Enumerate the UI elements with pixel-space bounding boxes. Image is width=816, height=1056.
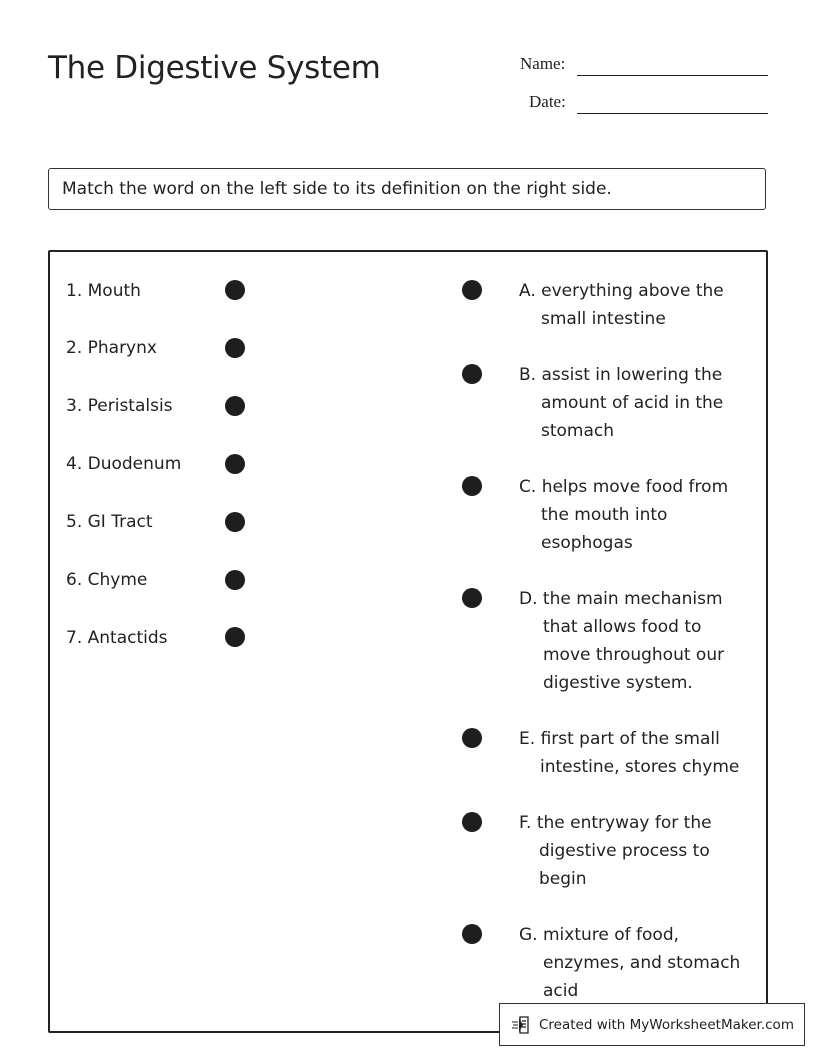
definition-letter: A.: [519, 281, 536, 301]
definition-letter: B.: [519, 365, 537, 385]
definition-item: [519, 921, 740, 1005]
definition-line: amount of acid in the: [541, 393, 724, 413]
definition-letter: C.: [519, 477, 537, 497]
term-item: 6. Chyme: [66, 570, 148, 590]
term-item: 4. Duodenum: [66, 454, 182, 474]
definition-item: [519, 725, 739, 781]
definition-match-dot[interactable]: [462, 728, 482, 748]
created-with-badge[interactable]: [499, 1003, 805, 1046]
definition-line: helps move food from: [541, 477, 729, 497]
term-item: 2. Pharynx: [66, 338, 157, 358]
term-item: 7. Antactids: [66, 628, 168, 648]
definition-line: digestive system.: [543, 673, 693, 693]
definition-letter: D.: [519, 589, 538, 609]
term-match-dot[interactable]: [225, 570, 245, 590]
definition-match-dot[interactable]: [462, 588, 482, 608]
definition-item: [519, 361, 723, 445]
definition-item: [519, 585, 724, 697]
date-line: [577, 113, 768, 114]
name-field[interactable]: [520, 54, 768, 80]
definition-letter: E.: [519, 729, 536, 749]
term-item: 5. GI Tract: [66, 512, 153, 532]
definition-match-dot[interactable]: [462, 476, 482, 496]
term-match-dot[interactable]: [225, 454, 245, 474]
definition-line: assist in lowering the: [541, 365, 723, 385]
term-match-dot[interactable]: [225, 627, 245, 647]
myworksheetmaker-logo-icon: [511, 1014, 533, 1036]
name-label: Name:: [520, 54, 566, 73]
term-match-dot[interactable]: [225, 338, 245, 358]
definition-letter: G.: [519, 925, 538, 945]
date-field[interactable]: [529, 92, 768, 118]
definition-line: intestine, stores chyme: [540, 757, 740, 777]
term-item: 1. Mouth: [66, 281, 141, 301]
definition-line: the mouth into: [541, 505, 668, 525]
definition-line: acid: [543, 981, 579, 1001]
definition-line: the entryway for the: [536, 813, 712, 833]
definition-line: that allows food to: [543, 617, 702, 637]
term-match-dot[interactable]: [225, 512, 245, 532]
definition-match-dot[interactable]: [462, 280, 482, 300]
definition-match-dot[interactable]: [462, 364, 482, 384]
definition-line: stomach: [541, 421, 615, 441]
page-title: The Digestive System: [48, 50, 381, 86]
term-match-dot[interactable]: [225, 280, 245, 300]
credit-text: Created with MyWorksheetMaker.com: [539, 1016, 794, 1033]
instructions-box: Match the word on the left side to its definition on the right side.: [48, 168, 766, 210]
definition-line: everything above the: [541, 281, 724, 301]
definition-line: digestive process to: [539, 841, 710, 861]
definition-line: move throughout our: [543, 645, 725, 665]
definition-match-dot[interactable]: [462, 924, 482, 944]
definition-line: small intestine: [541, 309, 666, 329]
definition-line: enzymes, and stomach: [543, 953, 741, 973]
date-label: Date:: [529, 92, 566, 111]
term-match-dot[interactable]: [225, 396, 245, 416]
definition-line: first part of the small: [540, 729, 720, 749]
definition-match-dot[interactable]: [462, 812, 482, 832]
definition-line: the main mechanism: [542, 589, 723, 609]
term-item: 3. Peristalsis: [66, 396, 173, 416]
definition-line: begin: [539, 869, 587, 889]
name-line: [577, 75, 768, 76]
definition-letter: F.: [519, 813, 532, 833]
definition-line: mixture of food,: [542, 925, 680, 945]
definition-item: [519, 809, 712, 893]
definition-item: [519, 473, 728, 557]
definition-line: esophogas: [541, 533, 633, 553]
definition-item: [519, 277, 724, 333]
